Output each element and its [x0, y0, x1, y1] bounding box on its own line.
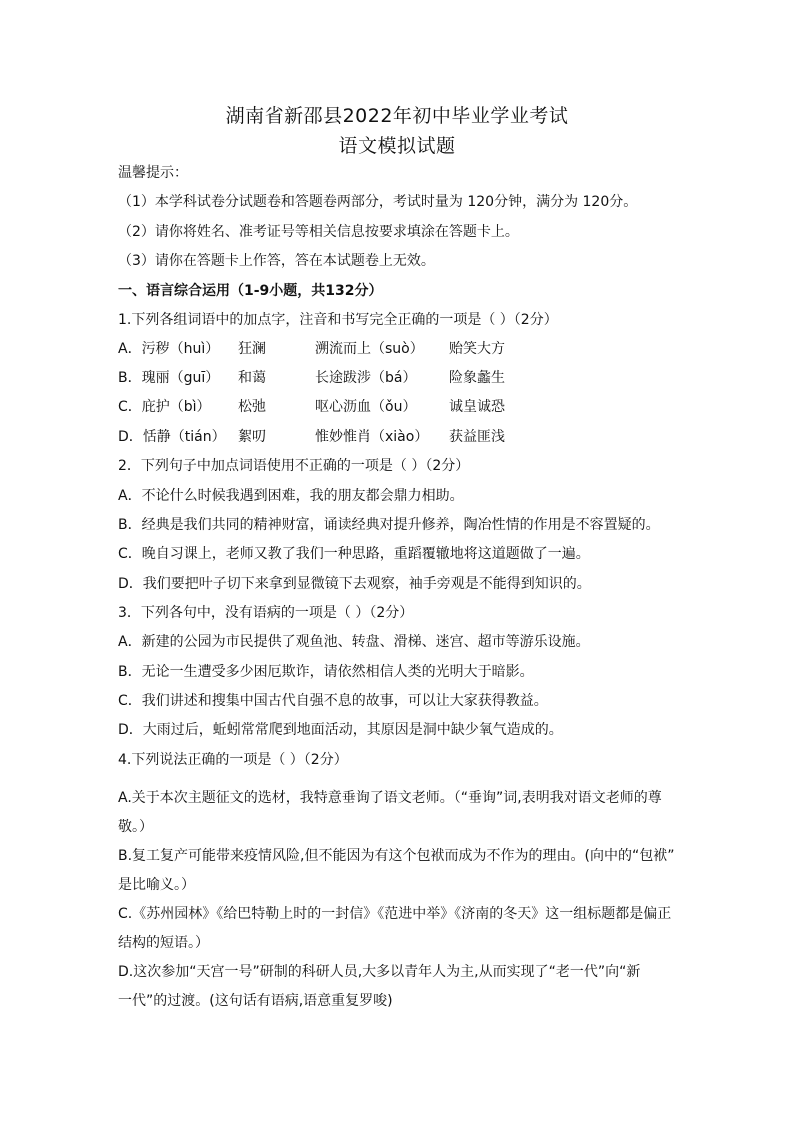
option-word: 惟妙惟肖（xiào）	[315, 429, 429, 445]
question-4-line: A.关于本次主题征文的选材，我特意垂询了语文老师。（“垂询”词,表明我对语文老师的尊	[118, 790, 662, 806]
tip-item: （3）请你在答题卡上作答，答在本试题卷上无效。	[118, 253, 435, 269]
question-2-option: B．经典是我们共同的精神财富，诵读经典对提升修养，陶冶性情的作用是不容置疑的。	[118, 517, 660, 533]
option-word: 狂澜	[238, 341, 266, 357]
question-4-line: C.《苏州园林》《给巴特勒上时的一封信》《范进中举》《济南的冬天》这一组标题都是偏正	[118, 906, 672, 922]
question-4-line: D.这次参加“天宫一号”研制的科研人员,大多以青年人为主,从而实现了“老一代”向“新	[118, 964, 641, 980]
question-2-option: C．晚自习课上，老师又教了我们一种思路，重蹈覆辙地将这道题做了一遍。	[118, 546, 590, 562]
option-word: 诚皇诚恐	[449, 399, 505, 415]
question-4-line: 是比喻义。）	[118, 877, 195, 893]
question-3-option: B．无论一生遭受多少困厄欺诈，请依然相信人类的光明大于暗影。	[118, 664, 534, 680]
question-3-option: C．我们讲述和搜集中国古代自强不息的故事，可以让大家获得教益。	[118, 693, 548, 709]
question-4-line: 一代”的过渡。(这句话有语病,语意重复罗唆)	[118, 993, 393, 1009]
option-word: 松弛	[238, 399, 266, 415]
question-3-option: A．新建的公园为市民提供了观鱼池、转盘、滑梯、迷宫、超市等游乐设施。	[118, 634, 590, 650]
option-word: 长途跋涉（bá）	[315, 370, 417, 386]
option-word: 呕心沥血（ǒu）	[315, 399, 417, 415]
section-heading: 一、语言综合运用（1-9小题，共132分）	[118, 283, 383, 299]
question-4-stem: 4.下列说法正确的一项是（ ）（2分）	[118, 752, 348, 768]
question-4-line: 敬。）	[118, 819, 153, 835]
option-word: 获益匪浅	[449, 429, 505, 445]
option-label: D．恬静（tián）	[118, 429, 226, 445]
tip-item: （2）请你将姓名、准考证号等相关信息按要求填涂在答题卡上。	[118, 224, 519, 240]
option-label: B．瑰丽（guī）	[118, 370, 220, 386]
question-3-stem: 3．下列各句中，没有语病的一项是（ ）（2分）	[118, 605, 414, 621]
option-label: A．污秽（huì）	[118, 341, 220, 357]
option-label: C．庇护（bì）	[118, 399, 211, 415]
question-2-option: D．我们要把叶子切下来拿到显微镜下去观察，袖手旁观是不能得到知识的。	[118, 576, 591, 592]
option-word: 和蔼	[238, 370, 266, 386]
question-2-stem: 2．下列句子中加点词语使用不正确的一项是（ ）（2分）	[118, 458, 470, 474]
question-2-option: A．不论什么时候我遇到困难，我的朋友都会鼎力相助。	[118, 488, 464, 504]
exam-title: 湖南省新邵县2022年初中毕业学业考试	[225, 105, 569, 127]
question-3-option: D．大雨过后，蚯蚓常常爬到地面活动，其原因是洞中缺少氧气造成的。	[118, 722, 563, 738]
option-word: 险象蠡生	[449, 370, 505, 386]
tip-item: （1）本学科试卷分试题卷和答题卷两部分，考试时量为 120分钟，满分为 120分。	[118, 194, 638, 210]
question-4-line: 结构的短语。）	[118, 935, 209, 951]
option-word: 贻笑大方	[449, 341, 505, 357]
exam-subtitle: 语文模拟试题	[338, 135, 456, 157]
question-1-stem: 1.下列各组词语中的加点字，注音和书写完全正确的一项是（ ）（2分）	[118, 312, 558, 328]
tips-heading: 温馨提示：	[118, 165, 188, 181]
option-word: 絮叨	[238, 429, 266, 445]
question-4-line: B.复工复产可能带来疫情风险,但不能因为有这个包袱而成为不作为的理由。(向中的“包袱”	[118, 848, 675, 864]
option-word: 溯流而上（suò）	[315, 341, 424, 357]
